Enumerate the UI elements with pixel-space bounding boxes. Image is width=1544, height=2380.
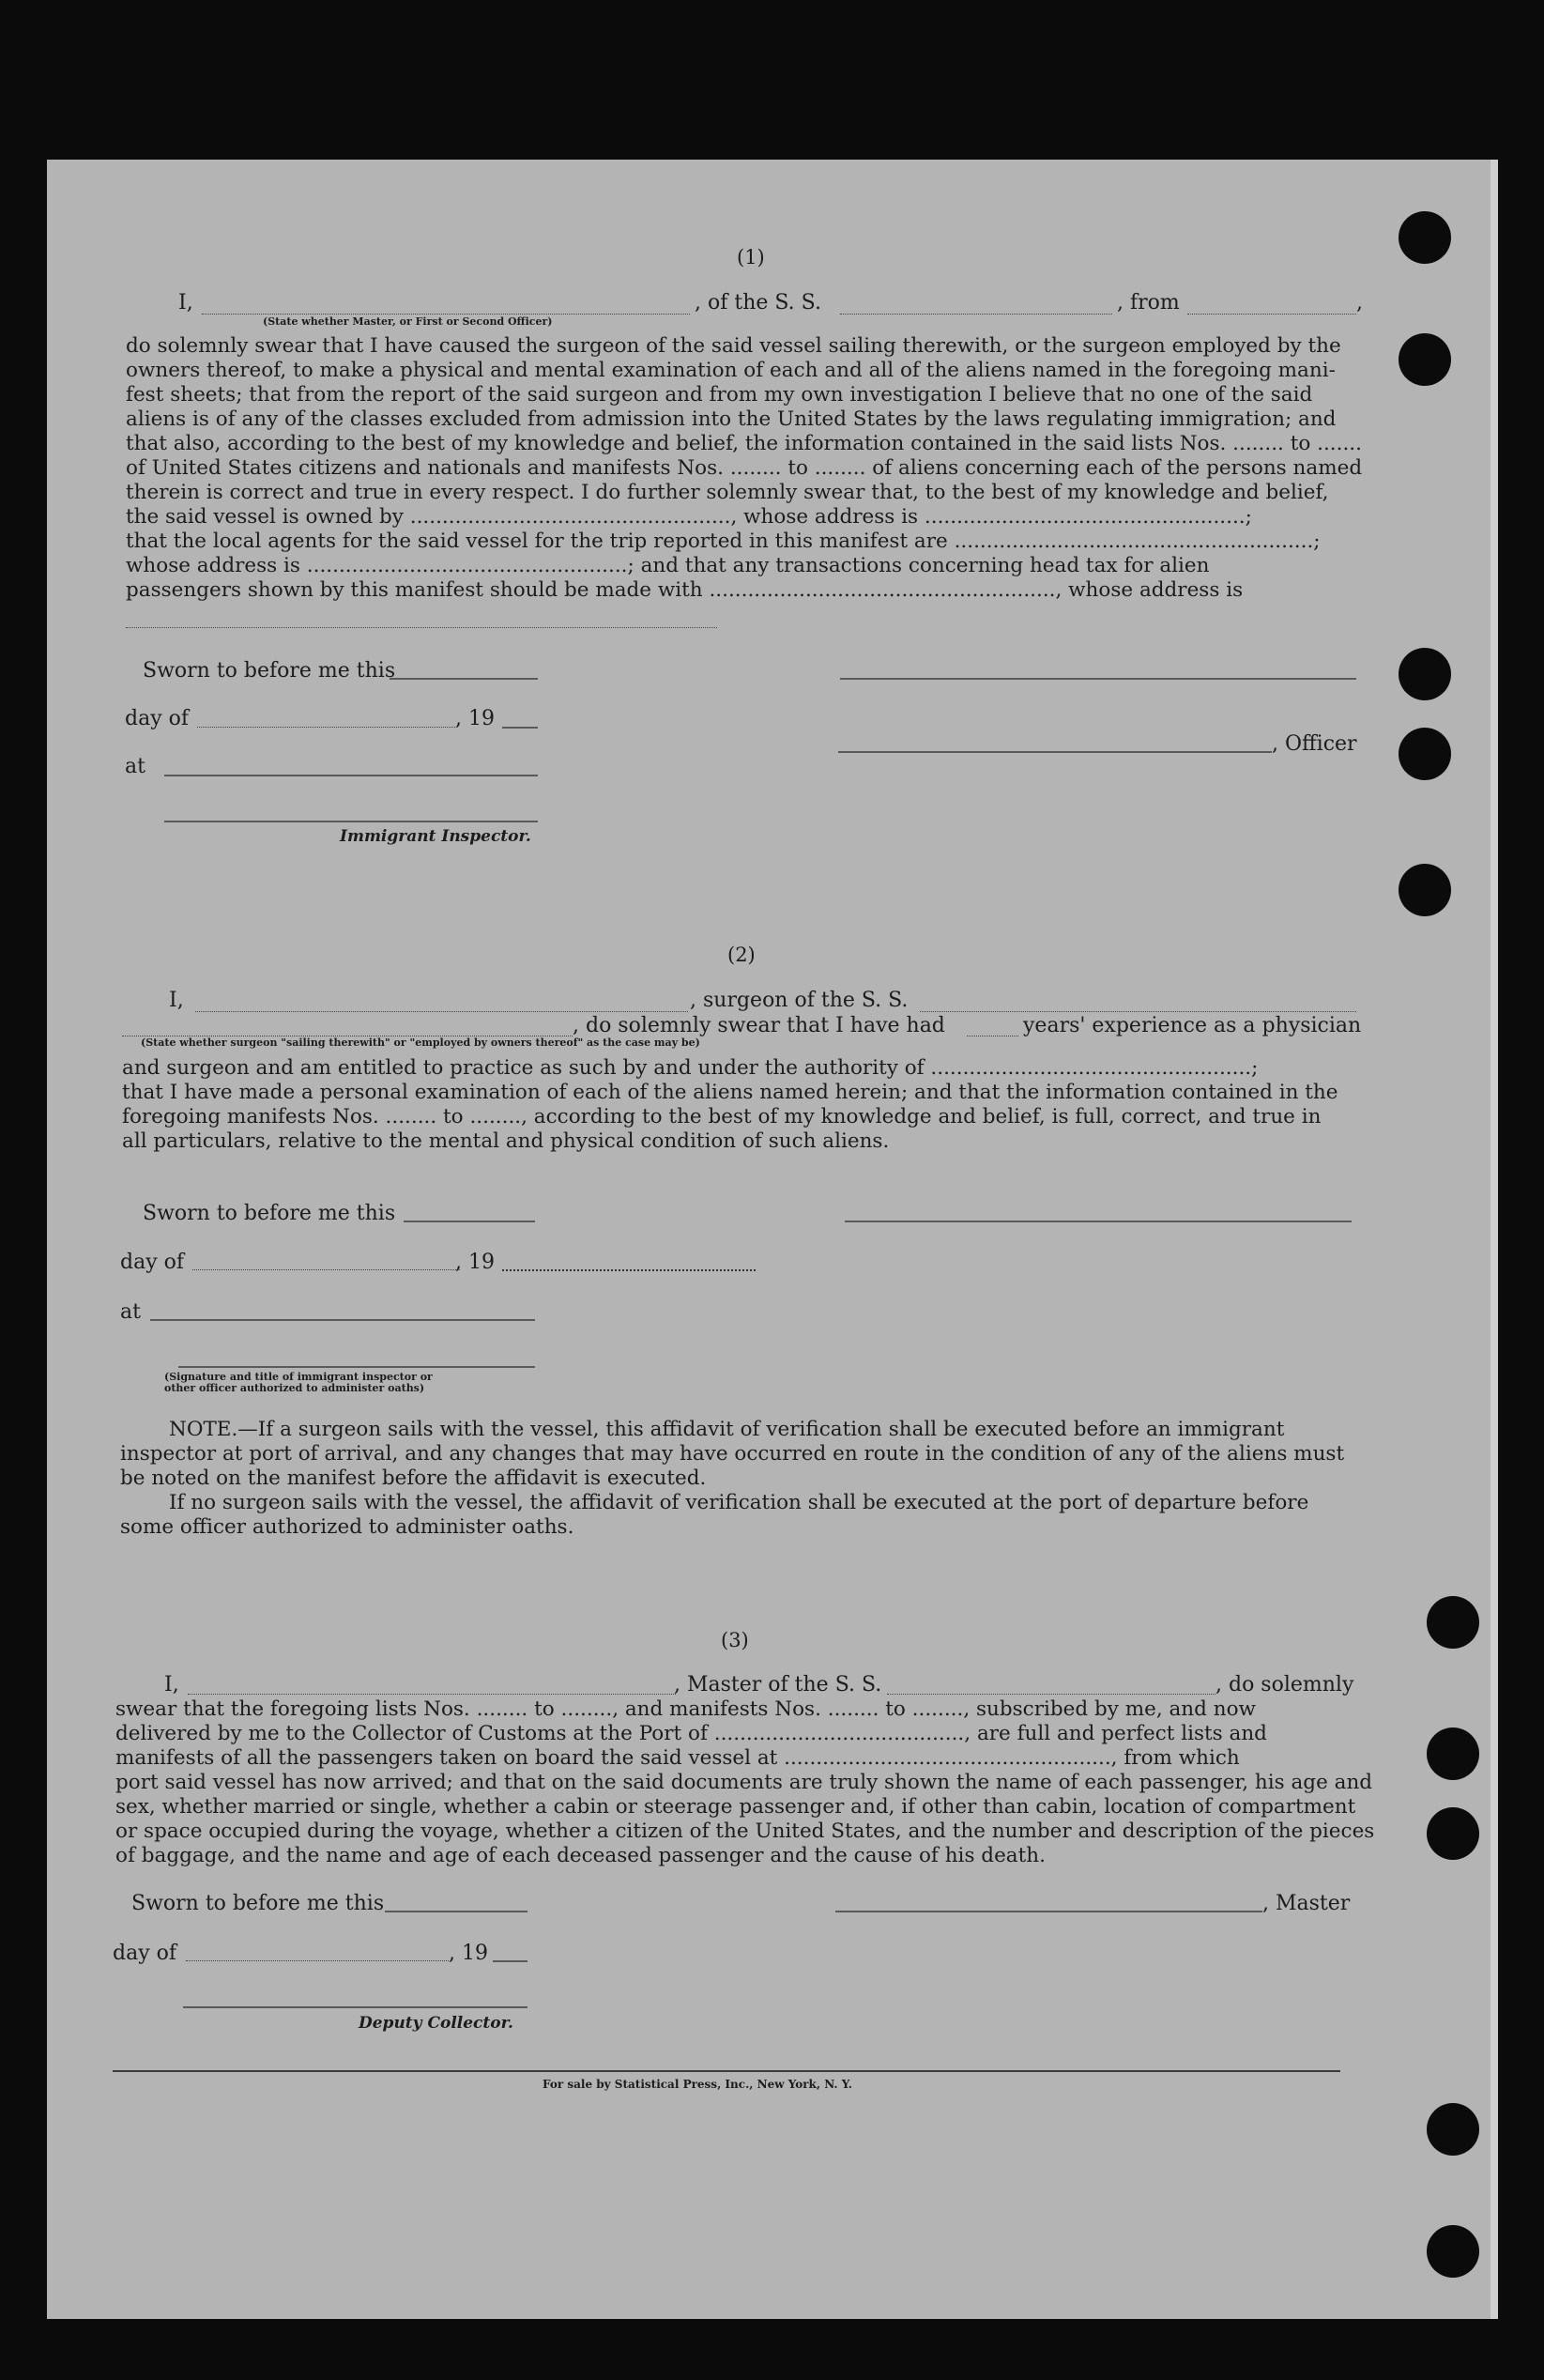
from-port-line (1187, 314, 1356, 315)
officer-label: , Officer (1272, 732, 1357, 756)
at-label-2: at (120, 1300, 141, 1324)
sworn-label-1: Sworn to before me this (143, 659, 396, 683)
section-3-number: (3) (721, 1629, 749, 1651)
inspector-signature-line (164, 821, 538, 822)
vessel-line-3 (887, 1694, 1215, 1695)
section-1-from: , from (1117, 291, 1180, 315)
deputy-collector-label: Deputy Collector. (359, 2014, 513, 2033)
sworn-label-2: Sworn to before me this (143, 1202, 396, 1225)
section-2-i: I, (169, 989, 184, 1012)
day-of-label-1: day of (125, 707, 190, 730)
officer-top-line (840, 678, 1356, 680)
punch-hole (1427, 1727, 1479, 1780)
punch-hole (1399, 864, 1451, 916)
solemnly-label: , do solemnly (1215, 1673, 1354, 1697)
punch-hole (1427, 1596, 1479, 1649)
signature-note-1: (Signature and title of immigrant inspector or (164, 1371, 433, 1383)
section-2-body: and surgeon and am entitled to practice as such by and under the authority of ..................................................; that I have made a personal examination of each of the aliens named herein; and that the information contained in the foregoing manifests Nos. ........ to ........, according to the best of my knowledge and belief, is full, correct, and true in all particulars, relative to the mental and physical condition of such aliens. (122, 1056, 1338, 1153)
year-line-3 (493, 1960, 527, 1962)
collector-signature-line (183, 2006, 527, 2008)
punch-hole (1427, 1807, 1479, 1860)
footer-divider (113, 2070, 1340, 2072)
year-line-2 (502, 1269, 756, 1271)
year-line-1 (502, 727, 538, 729)
section-1-body: do solemnly swear that I have caused the surgeon of the said vessel sailing therewith, or the surgeon employed by the owners thereof, to make a physical and mental examination of each and all of the aliens named in the foregoing mani- fest sheets; that from the report of the said surgeon and from my own investigation I believe that no one of the said aliens is of any of the classes excluded from admission into the United States by the laws regulating immigration; and that also, according to the best of my knowledge and belief, the information contained in the said lists Nos. ........ to ....... of United States citizens and nationals and manifests Nos. ........ to ........ of aliens concerning each of the persons named therein is correct and true in every respect. I do further solemnly swear that, to the best of my knowledge and belief, the said vessel is owned by .................................................., whose address is ..................................................; that the local agents for the said vessel for the trip reported in this manifest are ........................................................; whose address is ..................................................; and that any transactions concerning head tax for alien passengers shown by this manifest should be made with ......................................................, whose address is (126, 334, 1363, 602)
year-label-3: , 19 (449, 1942, 488, 1965)
surgeon-of-label: , surgeon of the S. S. (690, 989, 909, 1012)
section-2-number: (2) (727, 944, 756, 966)
punch-hole (1427, 2103, 1479, 2156)
section-1-comma: , (1356, 291, 1363, 315)
note-block: NOTE.—If a surgeon sails with the vessel, this affidavit of verification shall be executed before an immigrant inspector at port of arrival, and any changes that may have occurred en route in the condition of any of the aliens must be noted on the manifest before the affidavit is executed. If no surgeon sails with the vessel, the affidavit of verification shall be executed at the port of departure before some officer authorized to administer oaths. (120, 1418, 1345, 1539)
immigrant-inspector-label: Immigrant Inspector. (340, 827, 531, 846)
master-note: (State whether Master, or First or Second Officer) (263, 315, 553, 328)
day-line-1 (197, 727, 455, 728)
years-label: years' experience as a physician (1023, 1014, 1362, 1037)
section-3-i: I, (164, 1673, 179, 1697)
surgeon-name-line (195, 1011, 688, 1012)
signature-note-2: other officer authorized to administer oaths) (164, 1382, 425, 1394)
year-label-2: , 19 (455, 1251, 495, 1274)
address-line (126, 627, 717, 628)
sworn-line-2 (404, 1221, 535, 1222)
punch-hole (1399, 728, 1451, 780)
at-line-1 (164, 775, 538, 776)
master-signature-line (835, 1911, 1262, 1912)
signature-title-line (178, 1366, 535, 1368)
printer-footer: For sale by Statistical Press, Inc., New York, N. Y. (543, 2078, 852, 2091)
section-3-body: swear that the foregoing lists Nos. ........ to ........, and manifests Nos. ........ to ........, subscribed by me, and now delivered by me to the Collector of Customs at the Port of ......................................., are full and perfect lists and manifests of all the passengers taken on board the said vessel at ..................................................., from which port said vessel has now arrived; and that on the said documents are truly shown the name of each passenger, his age and sex, whether married or single, whether a cabin or steerage passenger and, if other than cabin, location of compartment or space occupied during the voyage, whether a citizen of the United States, and the number and description of the pieces of baggage, and the name and age of each deceased passenger and the cause of his death. (115, 1697, 1375, 1867)
surgeon-signature-line (845, 1221, 1352, 1222)
sworn-line-1 (390, 678, 538, 680)
surgeon-vessel-line (920, 1011, 1356, 1012)
year-label-1: , 19 (455, 707, 495, 730)
sworn-line-3 (385, 1911, 527, 1912)
day-of-label-2: day of (120, 1251, 185, 1274)
section-1-number: (1) (737, 246, 765, 269)
day-line-3 (186, 1960, 449, 1961)
punch-hole (1399, 648, 1451, 700)
sworn-label-3: Sworn to before me this (131, 1892, 385, 1915)
vessel-line (840, 314, 1112, 315)
day-of-label-3: day of (113, 1942, 177, 1965)
page-edge (1490, 160, 1498, 2319)
at-line-2 (150, 1319, 535, 1321)
at-label-1: at (125, 755, 145, 778)
section-1-of-ss: , of the S. S. (695, 291, 821, 315)
punch-hole (1399, 211, 1451, 264)
master-name-line-3 (188, 1694, 676, 1695)
officer-signature-line (838, 751, 1272, 753)
master-label: , Master (1262, 1892, 1351, 1915)
surgeon-note: (State whether surgeon "sailing therewith" or "employed by owners thereof" as the case may be) (141, 1036, 700, 1049)
section-1-i: I, (178, 291, 193, 315)
day-line-2 (192, 1269, 460, 1270)
swear-label: , do solemnly swear that I have had (573, 1014, 945, 1037)
master-name-line (202, 314, 690, 315)
master-of-label: , Master of the S. S. (674, 1673, 882, 1697)
punch-hole (1399, 333, 1451, 386)
punch-hole (1427, 2225, 1479, 2278)
